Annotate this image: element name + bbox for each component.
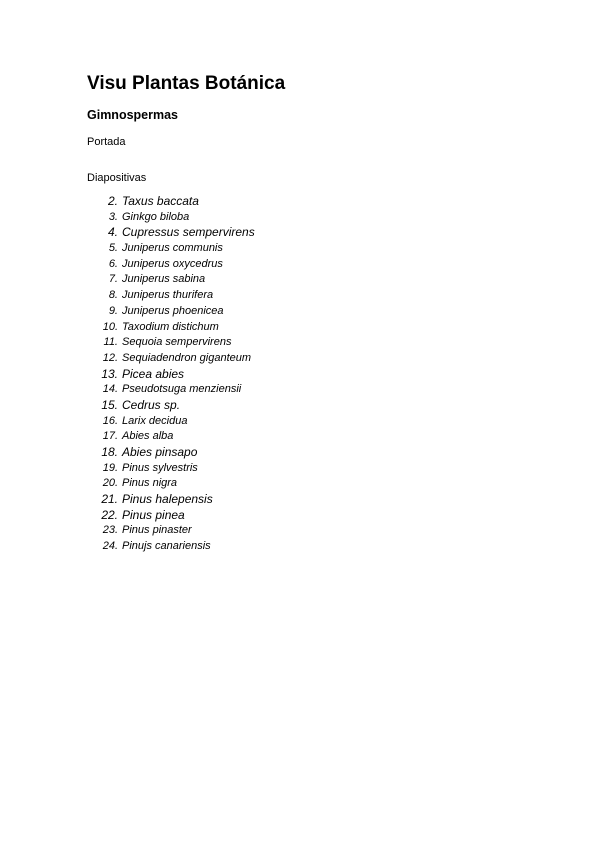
- slide-list-item: [87, 429, 255, 445]
- slide-number: 18.: [101, 445, 118, 459]
- slide-number: 12.: [102, 351, 118, 364]
- slide-list-item: [87, 414, 255, 430]
- slide-name: Juniperus phoenicea: [122, 304, 224, 317]
- slide-name: Taxus baccata: [122, 194, 199, 208]
- slide-name: Cupressus sempervirens: [122, 225, 255, 240]
- slide-list-item: [87, 351, 255, 367]
- slide-name: Juniperus sabina: [122, 273, 206, 286]
- slide-number: 20.: [102, 477, 118, 490]
- slide-list-item: [87, 461, 255, 477]
- slide-number: 5.: [108, 242, 118, 255]
- slide-name: Picea abies: [122, 366, 185, 381]
- slide-list-item: [87, 382, 255, 398]
- slide-name: Juniperus oxycedrus: [122, 257, 223, 270]
- slide-number: 15.: [101, 397, 118, 412]
- slide-name: Sequoia sempervirens: [122, 336, 232, 349]
- slide-name: Pseudotsuga menziensii: [122, 383, 242, 396]
- slide-name: Pinus pinea: [122, 507, 185, 522]
- slide-list-item: [87, 225, 255, 241]
- slide-name: Pinus nigra: [122, 477, 178, 490]
- slide-name: Abies pinsapo: [122, 445, 198, 459]
- slide-list-item: [87, 492, 255, 508]
- slide-number: 7.: [108, 273, 118, 286]
- slide-name: Pinus sylvestris: [122, 461, 198, 474]
- slide-list-item: [87, 398, 255, 414]
- slide-number: 4.: [107, 225, 118, 240]
- slide-number: 9.: [108, 304, 118, 317]
- slide-number: 22.: [101, 507, 118, 522]
- slide-list-item: [87, 257, 255, 273]
- slide-list-item: [87, 210, 255, 226]
- slide-name: Juniperus communis: [122, 242, 223, 255]
- slide-number: 21.: [101, 492, 118, 507]
- slides-label: Diapositivas: [87, 172, 147, 184]
- slide-number: 13.: [101, 366, 118, 381]
- slide-list-item: [87, 476, 255, 492]
- document-title: Visu Plantas Botánica: [87, 73, 286, 94]
- slide-name: Abies alba: [122, 430, 174, 443]
- slide-number: 19.: [102, 461, 118, 474]
- slide-list-item: [87, 241, 255, 257]
- slide-number: 17.: [102, 430, 118, 443]
- document-subtitle: Gimnospermas: [87, 108, 179, 122]
- slide-number: 2.: [107, 194, 118, 208]
- slide-name: Cedrus sp.: [122, 397, 181, 412]
- slide-name: Pinus pinaster: [122, 524, 192, 537]
- slide-name: Juniperus thurifera: [122, 289, 214, 302]
- slide-number: 6.: [108, 257, 118, 270]
- slide-name: Larix decidua: [122, 414, 188, 427]
- slide-number: 16.: [102, 414, 118, 427]
- slide-list-item: [87, 320, 255, 336]
- slide-list-item: [87, 288, 255, 304]
- slide-number: 14.: [102, 383, 118, 396]
- slide-number: 8.: [108, 289, 118, 302]
- slide-name: Taxodium distichum: [122, 320, 219, 333]
- slide-list-item: [87, 367, 255, 383]
- slide-list: [87, 194, 255, 555]
- slide-number: 23.: [102, 524, 118, 537]
- slide-name: Pinujs canariensis: [122, 540, 211, 553]
- slide-list-item: [87, 523, 255, 539]
- slide-list-item: [87, 272, 255, 288]
- slide-name: Sequiadendron giganteum: [122, 351, 252, 364]
- slide-number: 3.: [108, 210, 118, 223]
- slide-list-item: [87, 304, 255, 320]
- slide-list-item: [87, 194, 255, 210]
- slide-number: 11.: [103, 336, 118, 349]
- slide-name: Pinus halepensis: [122, 492, 213, 507]
- slide-list-item: [87, 539, 255, 555]
- cover-label: Portada: [87, 136, 126, 148]
- slide-number: 24.: [102, 540, 118, 553]
- slide-list-item: [87, 508, 255, 524]
- slide-name: Ginkgo biloba: [122, 210, 190, 223]
- slide-list-item: [87, 335, 255, 351]
- slide-list-item: [87, 445, 255, 461]
- slide-number: 10.: [102, 320, 118, 333]
